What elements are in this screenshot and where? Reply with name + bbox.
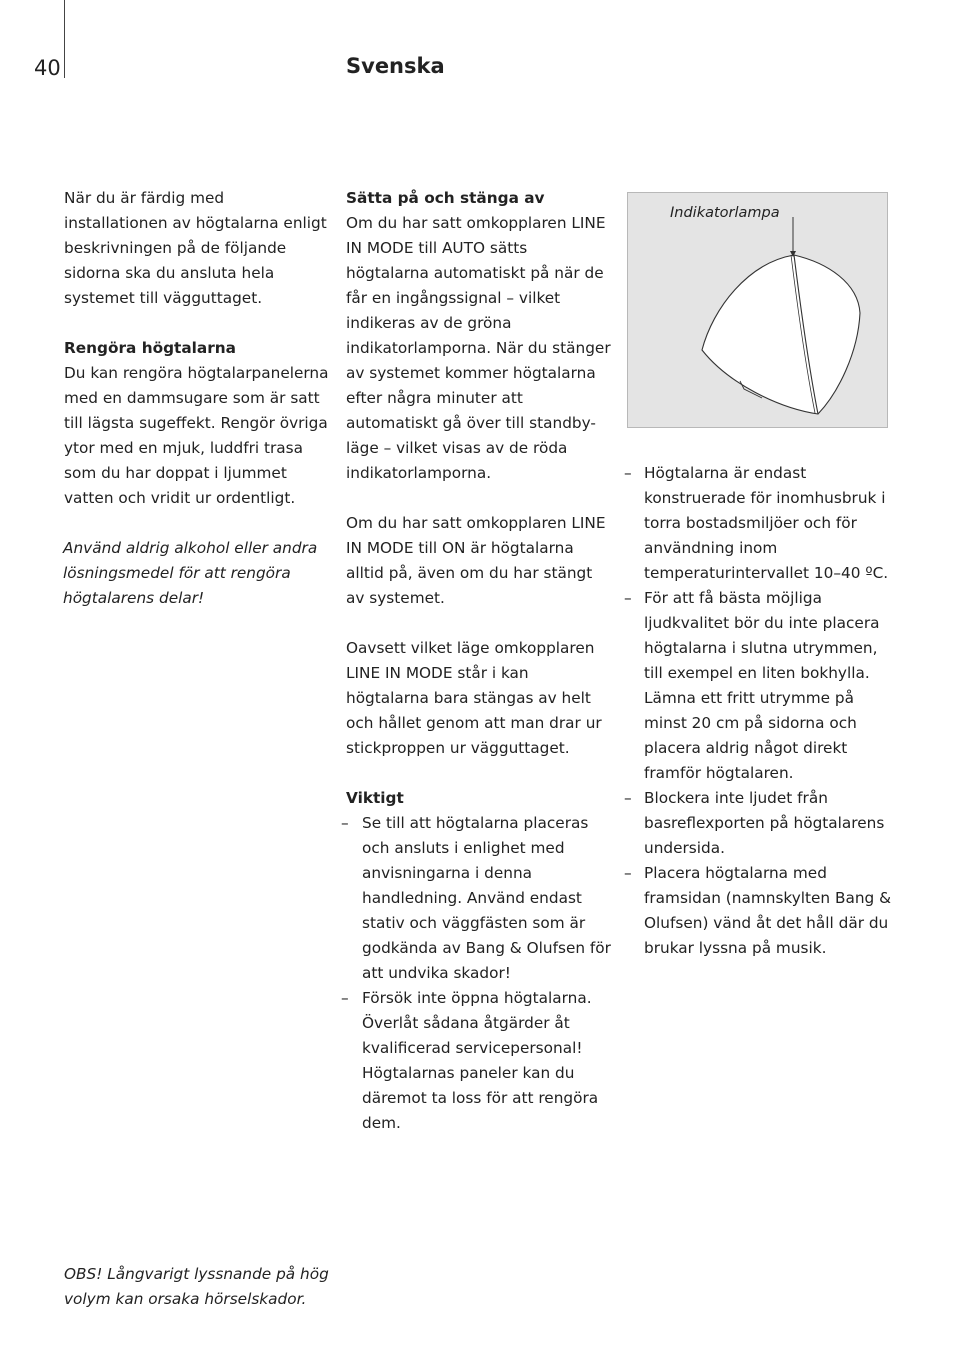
page-number: 40: [34, 56, 61, 80]
column-right: [624, 461, 892, 961]
on-mode-paragraph: Om du har satt omkopplaren LINE IN MODE till ON är högtalarna alltid på, även om du har stängt av systemet.: [346, 514, 606, 607]
speaker-drawing: [628, 193, 889, 429]
column-left: [64, 186, 332, 636]
page-title: Svenska: [346, 54, 445, 78]
list-item: – Högtalarna är endast konstruerade för inomhusbruk i torra bostadsmiljöer och för användning inom temperaturintervallet 10–40 ºC.: [624, 461, 892, 586]
auto-mode-paragraph: Om du har satt omkopplaren LINE IN MODE till AUTO sätts högtalarna automatiskt på när de får en ingångssignal – vilket indikeras av de gröna indikatorlamporna. När du stänger av systemet kommer högtalarna efter några minuter att automatiskt gå över till standby-läge – vilket visas av de röda indikatorlamporna.: [346, 214, 611, 482]
power-off-paragraph: Oavsett vilket läge omkopplaren LINE IN MODE står i kan högtalarna bara stängas av helt och hållet genom att man drar ur stickproppen ur vägguttaget.: [346, 639, 602, 757]
intro-paragraph: När du är färdig med installationen av högtalarna enligt beskrivningen på de följande sidorna ska du ansluta hela systemet till vägguttaget.: [64, 189, 327, 307]
list-item: – Försök inte öppna högtalarna. Överlåt sådana åtgärder åt kvalificerad servicepersonal! Högtalarnas paneler kan du däremot ta loss för att rengöra dem.: [346, 986, 614, 1136]
important-heading: Viktigt: [346, 789, 404, 807]
cleaning-heading: Rengöra högtalarna: [64, 339, 237, 357]
list-item: – Se till att högtalarna placeras och ansluts i enlighet med anvisningarna i denna handledning. Använd endast stativ och väggfästen som är godkända av Bang & Olufsen för att undvika skador!: [346, 811, 614, 986]
solvent-warning: Använd aldrig alkohol eller andra lösningsmedel för att rengöra högtalarens delar!: [63, 539, 318, 607]
cleaning-paragraph: Du kan rengöra högtalarpanelerna med en dammsugare som är satt till lägsta sugeffekt. Rengör övriga ytor med en mjuk, luddfri trasa som du har doppat i ljummet vatten och vridit ur ordentligt.: [64, 364, 329, 507]
list-item: – För att få bästa möjliga ljudkvalitet bör du inte placera högtalarna i slutna utrymmen, till exempel en liten bokhylla. Lämna ett fritt utrymme på minst 20 cm på sidorna och placera aldrig något direkt framför högtalaren.: [624, 586, 892, 786]
important-list: [346, 811, 614, 1136]
onoff-heading: Sätta på och stänga av: [346, 189, 545, 207]
indicator-lamp-label: Indikatorlampa: [670, 205, 780, 221]
list-item: – Placera högtalarna med framsidan (namnskylten Bang & Olufsen) vänd åt det håll där du brukar lyssna på musik.: [624, 861, 892, 961]
column-middle: [346, 186, 614, 1136]
margin-rule: [64, 0, 65, 78]
hearing-warning-note: OBS! Långvarigt lyssnande på hög volym kan orsaka hörselskador.: [64, 1265, 329, 1308]
list-item: – Blockera inte ljudet från basreflexporten på högtalarens undersida.: [624, 786, 892, 861]
speaker-illustration: [627, 192, 888, 428]
placement-list: [624, 461, 892, 961]
